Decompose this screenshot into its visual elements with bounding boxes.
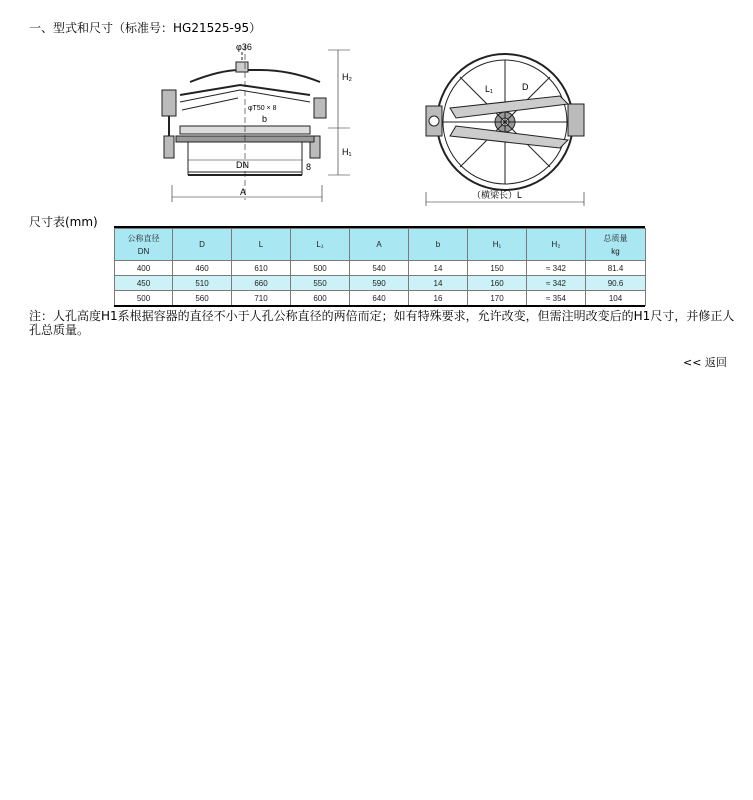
footnote: 注：人孔高度H1系根据容器的直径不小于人孔公称直径的两倍而定；如有特殊要求，允许改变，但需注明改变后的H1尺寸，并修正人孔总质量。: [29, 309, 735, 337]
label-h2: H₂: [342, 72, 352, 82]
table-row: 400 460 610 500 540 14 150 ≈ 342 81.4: [115, 261, 646, 276]
header-total-mass: 总质量 kg: [586, 229, 646, 261]
label-beam-length: （横梁长）L: [472, 190, 523, 200]
header-d: D: [173, 229, 232, 261]
table-title: 尺寸表(mm): [29, 215, 98, 229]
header-h2: H₂: [527, 229, 586, 261]
header-l: L: [232, 229, 291, 261]
label-phi-d: φT50 × 8: [248, 105, 277, 112]
section-heading: 一、型式和尺寸（标准号：HG21525-95）: [29, 21, 262, 35]
label-a: A: [240, 187, 247, 197]
label-d: D: [522, 82, 529, 92]
label-phi36: φ36: [236, 42, 252, 52]
back-link[interactable]: << 返回: [683, 356, 727, 369]
label-l1: L₁: [485, 84, 494, 94]
label-b: b: [262, 114, 268, 124]
table-row: 450 510 660 550 590 14 160 ≈ 342 90.6: [115, 276, 646, 291]
header-b: b: [409, 229, 468, 261]
header-h1: H₁: [468, 229, 527, 261]
table-header-row: [115, 229, 646, 261]
manhole-drawing: [150, 40, 600, 208]
label-eight: 8: [306, 162, 312, 172]
header-a: A: [350, 229, 409, 261]
table-row: 500 560 710 600 640 16 170 ≈ 354 104: [115, 291, 646, 306]
label-h1: H₁: [342, 147, 352, 157]
table-bottom-rule: [114, 305, 645, 307]
header-dn: 公称直径 DN: [115, 229, 173, 261]
label-dn: DN: [236, 160, 249, 170]
dimension-table: [114, 228, 646, 306]
header-l1: L₁: [291, 229, 350, 261]
